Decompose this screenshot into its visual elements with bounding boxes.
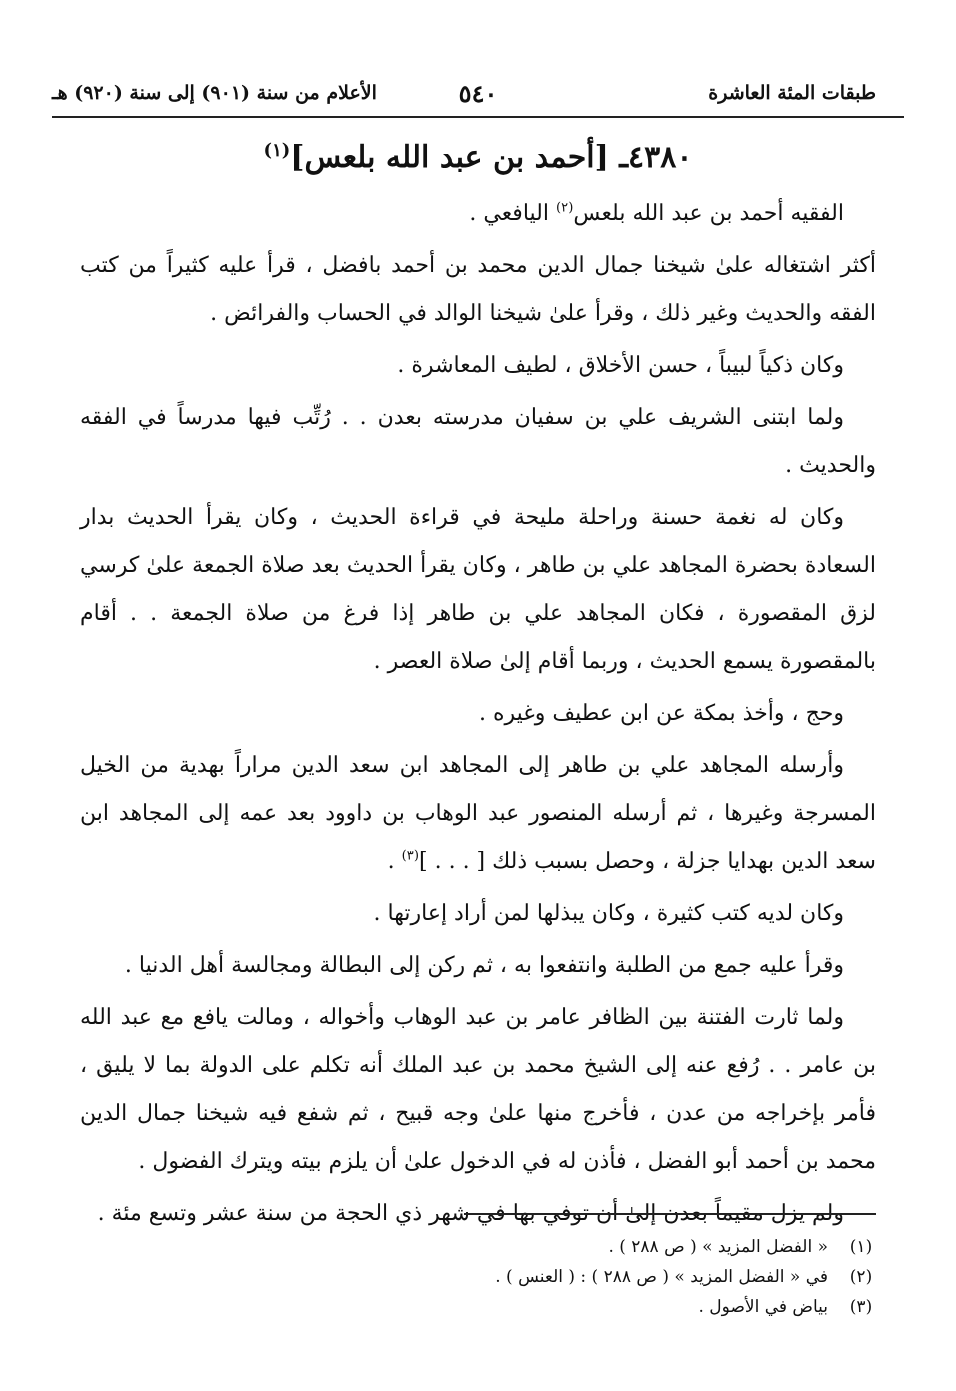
paragraph-text: الفقيه أحمد بن عبد الله بلعس bbox=[573, 201, 844, 226]
footnote-text: بياض في الأصول . bbox=[698, 1297, 828, 1317]
paragraph bbox=[80, 190, 876, 238]
paragraph: وكان لديه كتب كثيرة ، وكان يبذلها لمن أراد إعارتها . bbox=[373, 901, 844, 926]
footnote-ref-2[interactable]: (٢) bbox=[555, 200, 574, 216]
paragraph: وكان له نغمة حسنة وراحلة مليحة في قراءة الحديث ، وكان يقرأ الحديث بدار السعادة بحضرة المجاهد علي بن طاهر ، وكان يقرأ الحديث بعد صلاة الجمعة علىٰ كرسي لزق المقصورة ، فكان المجاهد علي بن طاهر إذا فرغ من صلاة الجمعة . . أقام بالمقصورة يسمع الحديث ، وربما أقام إلىٰ صلاة العصر . bbox=[80, 505, 877, 674]
paragraph: أكثر اشتغاله علىٰ شيخنا جمال الدين محمد بن أحمد بافضل ، قرأ عليه كثيراً من كتب الفقه والحديث وغير ذلك ، وقرأ علىٰ شيخنا الوالد في الحساب والفرائض . bbox=[80, 253, 876, 326]
page-number: ٥٤٠ bbox=[458, 78, 498, 108]
paragraph: ولما ثارت الفتنة بين الظافر عامر بن عبد الوهاب وأخواله ، ومالت يافع مع عبد الله بن عامر . . رُفع عنه إلى الشيخ محمد بن عبد الملك أنه تكلم على الدولة بما لا يليق ، فأمر بإخراجه من عدن ، فأخرج منها علىٰ وجه قبيح ، ثم شفع فيه شيخنا جمال الدين محمد بن أحمد أبو الفضل ، فأذن له في الدخول علىٰ أن يلزم بيته ويترك الفضول . bbox=[80, 1005, 876, 1174]
paragraph: ولم يزل مقيماً بعدن إلىٰ أن توفي بها في شهر ذي الحجة من سنة عشر وتسع مئة . bbox=[97, 1201, 844, 1226]
paragraph: وقرأ عليه جمع من الطلبة وانتفعوا به ، ثم ركن إلى البطالة ومجالسة أهل الدنيا . bbox=[124, 953, 844, 978]
paragraph: وحج ، وأخذ بمكة عن ابن عطيف وغيره . bbox=[478, 701, 844, 726]
footnote-item bbox=[80, 1262, 876, 1292]
footnote-ref-1[interactable]: (١) bbox=[263, 140, 291, 161]
footnote-number: (١) bbox=[849, 1237, 873, 1257]
paragraph: وكان ذكياً لبيباً ، حسن الأخلاق ، لطيف المعاشرة . bbox=[397, 353, 844, 378]
paragraph-text: اليافعي . bbox=[469, 201, 556, 226]
paragraph-text: . bbox=[387, 849, 402, 874]
footnotes bbox=[80, 1232, 876, 1322]
paragraph-text: وأرسله المجاهد علي بن طاهر إلى المجاهد ابن سعد الدين مراراً بهدية من الخيل المسرجة وغيرها ، ثم أرسله المنصور عبد الوهاب بن داوود بعد عمه إلى المجاهد ابن سعد الدين بهدايا جزلة ، وحصل بسبب ذلك [ . . . ] bbox=[80, 753, 876, 874]
footnote-item bbox=[80, 1292, 876, 1322]
footnote-ref-3[interactable]: (٣) bbox=[401, 848, 420, 864]
header-rule bbox=[52, 116, 904, 118]
footnote-number: (٢) bbox=[849, 1267, 873, 1287]
footnote-item bbox=[80, 1232, 876, 1262]
running-header-book-title: طبقات المئة العاشرة bbox=[708, 82, 876, 104]
entry-title bbox=[0, 140, 956, 175]
entry-body bbox=[80, 190, 876, 1242]
running-header-section-title: الأعلام من سنة (٩٠١) إلى سنة (٩٢٠) هـ bbox=[52, 82, 377, 104]
footnote-number: (٣) bbox=[849, 1297, 873, 1317]
footnote-text: « الفضل المزيد » ( ص ٢٨٨ ) . bbox=[608, 1237, 828, 1257]
footnote-text: في « الفضل المزيد » ( ص ٢٨٨ ) : ( العنس ) . bbox=[495, 1267, 828, 1287]
paragraph: ولما ابتنى الشريف علي بن سفيان مدرسته بعدن . . رُتِّب فيها مدرساً في الفقه والحديث . bbox=[80, 405, 876, 478]
footnote-rule bbox=[464, 1213, 876, 1215]
paragraph bbox=[80, 742, 876, 886]
entry-title-text: ٤٣٨٠ـ [أحمد بن عبد الله بلعس] bbox=[290, 140, 693, 175]
